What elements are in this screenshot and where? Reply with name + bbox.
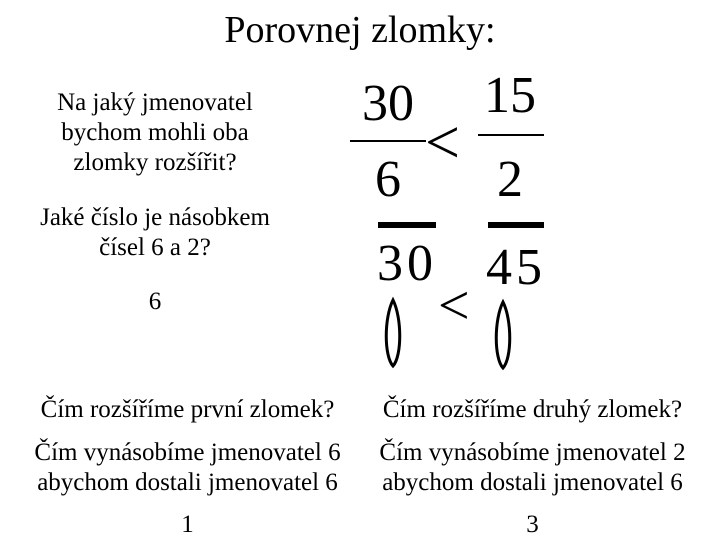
left-answer: 1 xyxy=(181,511,194,538)
fraction-left xyxy=(348,75,428,208)
right-explanation: Čím vynásobíme jmenovatel 2 abychom dostali jmenovatel 6 xyxy=(379,439,686,496)
comparison-sign-top: < xyxy=(425,109,460,177)
expanded-left-numerator: 30 xyxy=(377,235,437,292)
fraction-right xyxy=(470,67,550,210)
fraction-left-denominator: 6 xyxy=(375,151,401,208)
expanded-right-numerator: 45 xyxy=(486,239,546,296)
expanded-left-denominator-drawn xyxy=(380,296,410,370)
left-question: Čím rozšíříme první zlomek? xyxy=(40,396,335,423)
right-answer: 3 xyxy=(526,511,539,538)
fraction-right-numerator: 15 xyxy=(484,67,536,124)
fraction-right-bar xyxy=(478,134,544,136)
fraction-left-bar xyxy=(350,140,426,142)
expanded-left-bar xyxy=(378,222,436,228)
fraction-left-numerator: 30 xyxy=(362,75,414,132)
left-explanation: Čím vynásobíme jmenovatel 6 abychom dostali jmenovatel 6 xyxy=(34,439,341,496)
right-question: Čím rozšíříme druhý zlomek? xyxy=(382,396,683,423)
expanded-right-denominator-drawn xyxy=(490,298,520,372)
question-common-multiple: Jaké číslo je násobkem čísel 6 a 2? xyxy=(40,204,270,261)
expanded-right-bar xyxy=(488,222,544,228)
answer-lcm: 6 xyxy=(148,288,162,315)
comparison-sign-bottom: < xyxy=(438,275,470,337)
page-title: Porovnej zlomky: xyxy=(224,9,496,51)
question-common-denominator: Na jaký jmenovatel bychom mohli oba zlomky rozšířit? xyxy=(57,89,253,176)
expanded-fraction-right xyxy=(476,218,556,358)
fraction-right-denominator: 2 xyxy=(497,151,523,208)
